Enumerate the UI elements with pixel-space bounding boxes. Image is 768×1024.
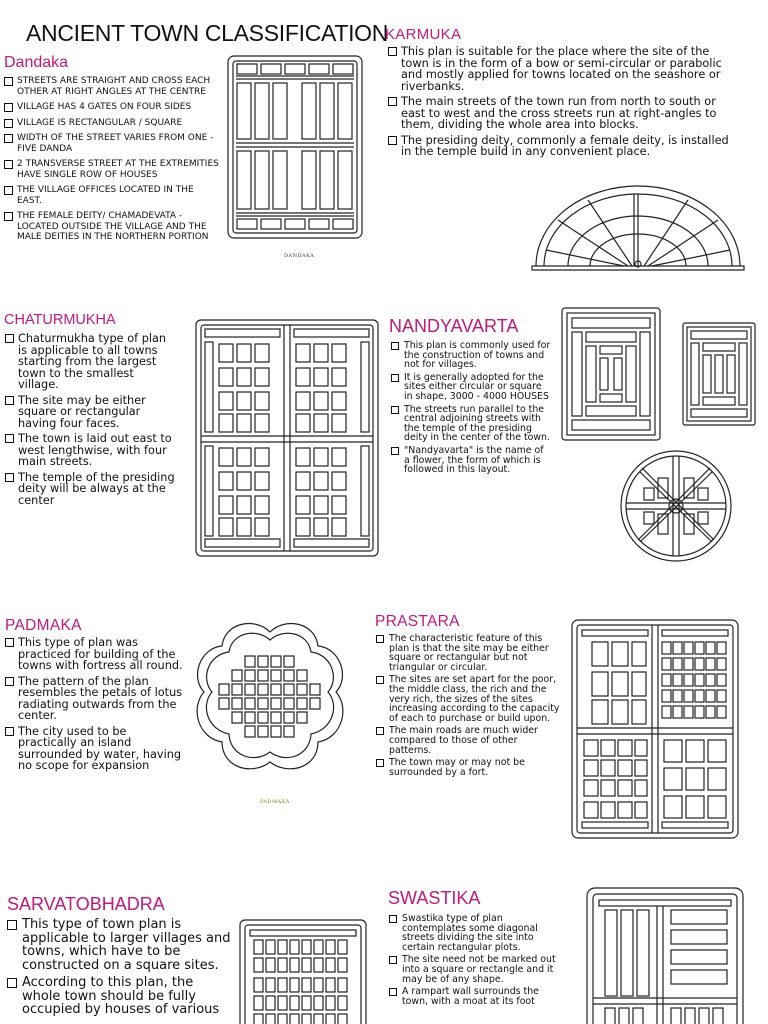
list-item: This type of town plan is applicable to larger villages and towns, which have to be constructed on a square sites. bbox=[7, 918, 233, 972]
list-item: It is generally adopted for the sites either circular or square in shape, 3000 - 4000 HOUSES bbox=[391, 373, 551, 402]
padmaka-plan-diagram bbox=[190, 622, 350, 792]
list-item: The site may be either square or rectangular having four faces. bbox=[5, 395, 177, 430]
list-item: STREETS ARE STRAIGHT AND CROSS EACH OTHER AT RIGHT ANGLES AT THE CENTRE bbox=[4, 76, 219, 97]
dandaka-bullet-list bbox=[4, 76, 219, 248]
list-item: The site need not be marked out into a square or rectangle and it may be of any shape. bbox=[389, 955, 567, 984]
karmuka-plan-diagram bbox=[528, 180, 748, 275]
list-item: Swastika type of plan contemplates some diagonal streets dividing the site into certain rectangular plots. bbox=[389, 914, 567, 952]
list-item: A rampart wall surrounds the town, with a moat at its foot bbox=[389, 987, 567, 1006]
chaturmukha-plan-diagram bbox=[194, 318, 380, 558]
list-item: This plan is commonly used for the construction of towns and not for villages. bbox=[391, 341, 551, 370]
section-title-swastika: SWASTIKA bbox=[388, 888, 481, 908]
karmuka-bullet-list bbox=[388, 46, 738, 162]
list-item: According to this plan, the whole town should be fully occupied by houses of various bbox=[7, 976, 233, 1017]
prastara-bullet-list bbox=[376, 634, 562, 780]
section-title-chaturmukha: CHATURMUKHA bbox=[4, 312, 116, 328]
padmaka-bullet-list bbox=[5, 637, 185, 776]
list-item: The presiding deity, commonly a female deity, is installed in the temple build in any convenient place. bbox=[388, 135, 738, 158]
list-item: THE FEMALE DEITY/ CHAMADEVATA - LOCATED OUTSIDE THE VILLAGE AND THE MALE DEITIES IN THE NORTHERN PORTION bbox=[4, 211, 219, 243]
page-title: ANCIENT TOWN CLASSIFICATION bbox=[26, 20, 389, 46]
nandyavarta-bullet-list bbox=[391, 341, 551, 478]
nandyavarta-plan-diagram-circular bbox=[618, 448, 734, 564]
section-title-nandyavarta: NANDYAVARTA bbox=[389, 316, 519, 336]
list-item: WIDTH OF THE STREET VARIES FROM ONE - FIVE DANDA bbox=[4, 133, 219, 154]
sarvatobhadra-plan-diagram bbox=[238, 916, 368, 1024]
section-title-padmaka: PADMAKA bbox=[5, 617, 82, 634]
list-item: This plan is suitable for the place where the site of the town is in the form of a bow or semi-circular or parabolic and mostly applied for towns located on the seashore or riverbanks. bbox=[388, 46, 738, 92]
list-item: The pattern of the plan resembles the petals of lotus radiating outwards from the center. bbox=[5, 676, 185, 722]
nandyavarta-plan-diagram-rect bbox=[681, 321, 757, 429]
list-item: "Nandyavarta" is the name of a flower, the form of which is followed in this layout. bbox=[391, 446, 551, 475]
list-item: The streets run parallel to the central adjoining streets with the temple of the presiding deity in the center of the town. bbox=[391, 405, 551, 443]
list-item: VILLAGE IS RECTANGULAR / SQUARE bbox=[4, 118, 219, 129]
list-item: Chaturmukha type of plan is applicable to all towns starting from the largest town to the smallest village. bbox=[5, 333, 177, 391]
list-item: The town may or may not be surrounded by a fort. bbox=[376, 758, 562, 777]
list-item: The sites are set apart for the poor, the middle class, the rich and the very rich, the sizes of the sites increasing according to the capacity of each to purchase or build upon. bbox=[376, 675, 562, 723]
swastika-bullet-list bbox=[389, 914, 567, 1009]
list-item: The characteristic feature of this plan is that the site may be either square or rectangular but not triangular or circular. bbox=[376, 634, 562, 672]
dandaka-caption: DANDAKA bbox=[284, 253, 315, 259]
list-item: VILLAGE HAS 4 GATES ON FOUR SIDES bbox=[4, 102, 219, 113]
list-item: The city used to be practically an island surrounded by water, having no scope for expansion bbox=[5, 726, 185, 772]
swastika-plan-diagram bbox=[585, 886, 745, 1024]
prastara-plan-diagram bbox=[570, 618, 740, 840]
dandaka-plan-diagram bbox=[226, 54, 366, 244]
list-item: This type of plan was practiced for building of the towns with fortress all round. bbox=[5, 637, 185, 672]
padmaka-caption: PADMAKA bbox=[260, 799, 290, 805]
list-item: 2 TRANSVERSE STREET AT THE EXTREMITIES HAVE SINGLE ROW OF HOUSES bbox=[4, 159, 219, 180]
list-item: THE VILLAGE OFFICES LOCATED IN THE EAST. bbox=[4, 185, 219, 206]
section-title-karmuka: KARMUKA bbox=[385, 26, 462, 43]
section-title-dandaka: Dandaka bbox=[4, 54, 69, 71]
section-title-sarvatobhadra: SARVATOBHADRA bbox=[7, 894, 165, 914]
section-title-prastara: PRASTARA bbox=[375, 613, 460, 630]
list-item: The town is laid out east to west lengthwise, with four main streets. bbox=[5, 433, 177, 468]
chaturmukha-bullet-list bbox=[5, 333, 177, 510]
list-item: The main streets of the town run from north to south or east to west and the cross streets run at right-angles to them, dividing the whole area into blocks. bbox=[388, 96, 738, 131]
list-item: The temple of the presiding deity will be always at the center bbox=[5, 472, 177, 507]
nandyavarta-plan-diagram-square bbox=[560, 306, 662, 442]
list-item: The main roads are much wider compared to those of other patterns. bbox=[376, 726, 562, 755]
sarvatobhadra-bullet-list bbox=[7, 918, 233, 1021]
